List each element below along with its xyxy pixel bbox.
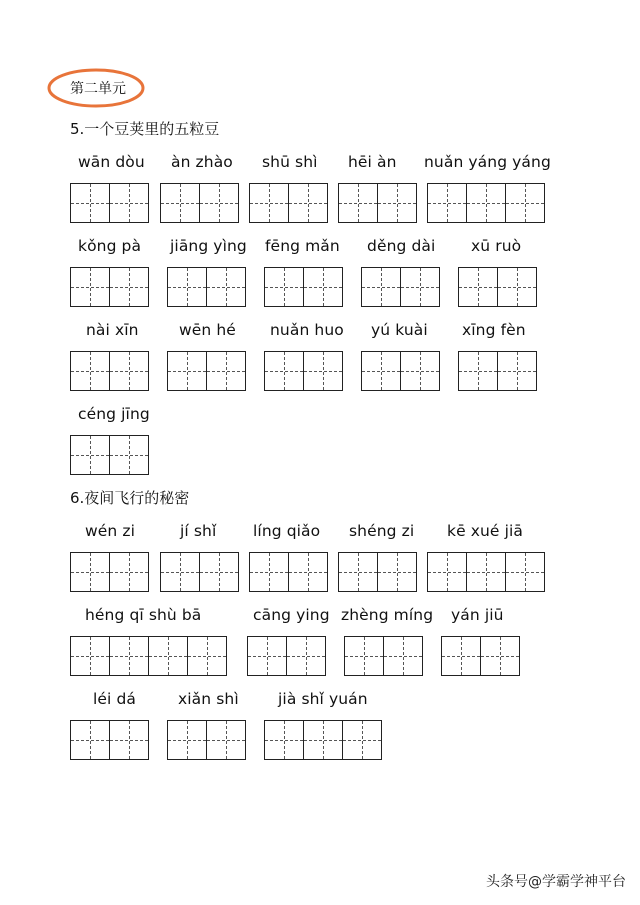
pinyin-label: líng qiǎo [253, 522, 321, 540]
writing-cell[interactable] [377, 552, 417, 592]
writing-cell[interactable] [70, 267, 110, 307]
writing-cell[interactable] [206, 267, 246, 307]
tianzige-grid [70, 183, 148, 223]
pinyin-label: děng dài [367, 237, 436, 255]
writing-cell[interactable] [148, 636, 188, 676]
writing-cell[interactable] [480, 636, 520, 676]
tianzige-grid [249, 183, 327, 223]
tianzige-grid [70, 636, 226, 676]
tianzige-grid [361, 351, 439, 391]
pinyin-label: nuǎn yáng yáng [424, 153, 551, 171]
tianzige-grid [247, 636, 325, 676]
pinyin-label: céng jīng [78, 405, 150, 423]
tianzige-grid [160, 552, 238, 592]
writing-cell[interactable] [167, 720, 207, 760]
writing-cell[interactable] [167, 351, 207, 391]
pinyin-label: nuǎn huo [270, 321, 344, 339]
pinyin-label: cāng ying [253, 606, 330, 624]
tianzige-grid [427, 183, 544, 223]
writing-cell[interactable] [303, 351, 343, 391]
writing-cell[interactable] [199, 552, 239, 592]
writing-cell[interactable] [70, 183, 110, 223]
pinyin-label: wēn hé [179, 321, 236, 339]
pinyin-label: léi dá [93, 690, 137, 708]
writing-cell[interactable] [338, 183, 378, 223]
writing-cell[interactable] [160, 552, 200, 592]
writing-cell[interactable] [187, 636, 227, 676]
writing-cell[interactable] [109, 552, 149, 592]
writing-cell[interactable] [497, 267, 537, 307]
writing-cell[interactable] [377, 183, 417, 223]
pinyin-label: hēi àn [348, 153, 397, 171]
writing-cell[interactable] [342, 720, 382, 760]
tianzige-grid [458, 351, 536, 391]
pinyin-label: yú kuài [371, 321, 428, 339]
writing-cell[interactable] [505, 552, 545, 592]
pinyin-label: wān dòu [78, 153, 145, 171]
pinyin-label: xiǎn shì [178, 690, 239, 708]
writing-cell[interactable] [206, 720, 246, 760]
tianzige-grid [249, 552, 327, 592]
writing-cell[interactable] [264, 267, 304, 307]
lesson-title-5: 5.一个豆荚里的五粒豆 [70, 120, 220, 138]
writing-cell[interactable] [109, 435, 149, 475]
tianzige-grid [160, 183, 238, 223]
pinyin-label: shū shì [262, 153, 318, 171]
pinyin-label: kē xué jiā [447, 522, 524, 540]
writing-cell[interactable] [383, 636, 423, 676]
tianzige-grid [338, 552, 416, 592]
writing-cell[interactable] [427, 552, 467, 592]
writing-cell[interactable] [458, 267, 498, 307]
tianzige-grid [167, 351, 245, 391]
writing-cell[interactable] [441, 636, 481, 676]
pinyin-label: héng qī shù bā [85, 606, 202, 624]
writing-cell[interactable] [199, 183, 239, 223]
pinyin-label: àn zhào [171, 153, 233, 171]
writing-cell[interactable] [288, 552, 328, 592]
unit-tag [46, 68, 146, 108]
pinyin-label: shéng zi [349, 522, 415, 540]
writing-cell[interactable] [70, 636, 110, 676]
writing-cell[interactable] [206, 351, 246, 391]
tianzige-grid [167, 267, 245, 307]
tianzige-grid [427, 552, 544, 592]
tianzige-grid [361, 267, 439, 307]
tianzige-grid [264, 267, 342, 307]
tianzige-grid [70, 435, 148, 475]
writing-cell[interactable] [109, 351, 149, 391]
writing-cell[interactable] [109, 183, 149, 223]
writing-cell[interactable] [466, 552, 506, 592]
writing-cell[interactable] [497, 351, 537, 391]
lesson-title-6: 6.夜间飞行的秘密 [70, 489, 190, 507]
unit-title: 第二单元 [70, 81, 126, 97]
writing-cell[interactable] [427, 183, 467, 223]
tianzige-grid [167, 720, 245, 760]
writing-cell[interactable] [466, 183, 506, 223]
tianzige-grid [264, 351, 342, 391]
writing-cell[interactable] [160, 183, 200, 223]
pinyin-label: fēng mǎn [265, 237, 340, 255]
tianzige-grid [441, 636, 519, 676]
writing-cell[interactable] [264, 720, 304, 760]
tianzige-grid [344, 636, 422, 676]
pinyin-label: wén zi [85, 522, 136, 540]
writing-cell[interactable] [167, 267, 207, 307]
writing-cell[interactable] [249, 552, 289, 592]
pinyin-label: nài xīn [86, 321, 139, 339]
writing-cell[interactable] [361, 267, 401, 307]
writing-cell[interactable] [400, 351, 440, 391]
writing-cell[interactable] [249, 183, 289, 223]
writing-cell[interactable] [109, 267, 149, 307]
tianzige-grid [264, 720, 381, 760]
writing-cell[interactable] [303, 720, 343, 760]
pinyin-label: jiāng yìng [170, 237, 247, 255]
tianzige-grid [70, 552, 148, 592]
pinyin-label: jià shǐ yuán [278, 690, 368, 708]
tianzige-grid [338, 183, 416, 223]
writing-cell[interactable] [458, 351, 498, 391]
writing-cell[interactable] [247, 636, 287, 676]
writing-cell[interactable] [70, 351, 110, 391]
pinyin-label: kǒng pà [78, 237, 142, 255]
pinyin-label: xīng fèn [462, 321, 526, 339]
pinyin-label: xū ruò [471, 237, 522, 255]
tianzige-grid [70, 267, 148, 307]
tianzige-grid [458, 267, 536, 307]
writing-cell[interactable] [338, 552, 378, 592]
writing-cell[interactable] [400, 267, 440, 307]
watermark: 头条号@学霸学神平台 [486, 874, 626, 890]
writing-cell[interactable] [288, 183, 328, 223]
writing-cell[interactable] [109, 720, 149, 760]
writing-cell[interactable] [70, 720, 110, 760]
writing-cell[interactable] [505, 183, 545, 223]
pinyin-label: zhèng míng [341, 606, 434, 624]
writing-cell[interactable] [70, 435, 110, 475]
tianzige-grid [70, 720, 148, 760]
tianzige-grid [70, 351, 148, 391]
writing-cell[interactable] [361, 351, 401, 391]
writing-cell[interactable] [344, 636, 384, 676]
pinyin-label: yán jiū [451, 606, 504, 624]
pinyin-label: jí shǐ [180, 522, 217, 540]
writing-cell[interactable] [109, 636, 149, 676]
writing-cell[interactable] [264, 351, 304, 391]
writing-cell[interactable] [303, 267, 343, 307]
writing-cell[interactable] [286, 636, 326, 676]
writing-cell[interactable] [70, 552, 110, 592]
